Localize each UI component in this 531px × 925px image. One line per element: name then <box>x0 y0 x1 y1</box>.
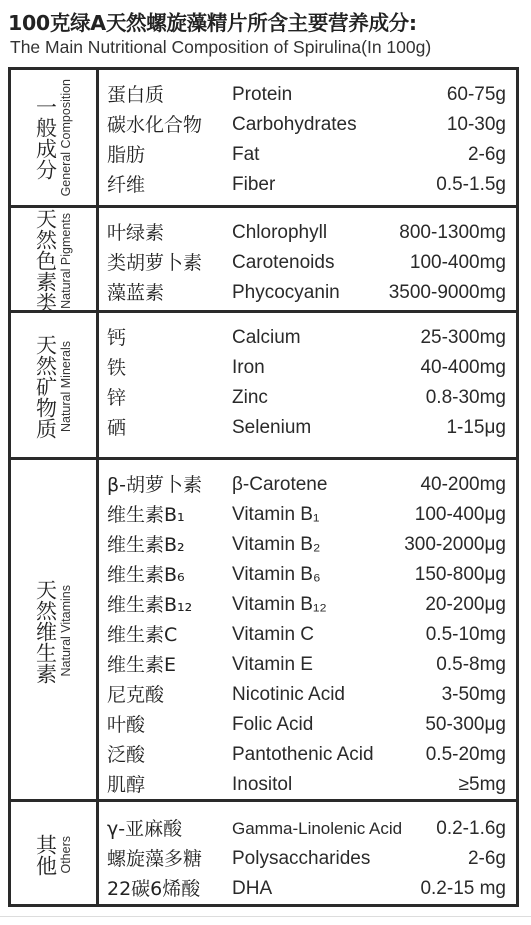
nutrient-row <box>99 383 516 413</box>
nutrient-name-zh: 钙 <box>107 327 127 349</box>
category-name-zh: 天然矿物质 <box>33 334 58 439</box>
nutrient-name-en: Vitamin B₆ <box>232 564 321 585</box>
nutrient-name-zh: 碳水化合物 <box>107 114 203 136</box>
section-2 <box>11 205 516 313</box>
footer-divider <box>0 916 531 917</box>
nutrient-name-zh: 铁 <box>107 357 127 379</box>
nutrient-row <box>99 323 516 353</box>
nutrient-amount: 0.2-1.6g <box>436 818 506 839</box>
nutrient-amount: 60-75g <box>446 84 506 105</box>
nutrient-name-zh: 22碳6烯酸 <box>107 878 201 900</box>
nutrient-name-en: Iron <box>232 357 265 378</box>
nutrient-name-zh: 维生素B₂ <box>107 534 185 556</box>
nutrient-row <box>99 530 516 560</box>
category-label <box>11 802 96 907</box>
nutrient-amount: 1-15μg <box>446 417 506 438</box>
nutrient-name-en: β-Carotene <box>232 474 328 495</box>
category-name-zh: 天然色素类 <box>33 208 58 313</box>
nutrient-name-zh: 肌醇 <box>107 774 146 796</box>
nutrient-name-zh: 泛酸 <box>107 744 146 766</box>
nutrient-amount: 100-400μg <box>414 504 506 525</box>
nutrient-row <box>99 500 516 530</box>
nutrient-amount: 20-200μg <box>425 594 506 615</box>
nutrient-name-en: DHA <box>232 878 273 899</box>
nutrient-row <box>99 560 516 590</box>
nutrient-name-zh: 蛋白质 <box>107 84 165 106</box>
nutrient-name-zh: 维生素B₆ <box>107 564 185 586</box>
nutrient-name-zh: 尼克酸 <box>107 684 165 706</box>
nutrient-amount: 40-200mg <box>420 474 506 495</box>
nutrient-row <box>99 248 516 278</box>
nutrient-amount: 100-400mg <box>409 252 506 273</box>
nutrient-name-en: Gamma-Linolenic Acid <box>232 819 403 838</box>
nutrient-row <box>99 590 516 620</box>
category-name-zh: 天然维生素 <box>33 578 58 684</box>
section-3 <box>11 310 516 460</box>
nutrient-name-en: Calcium <box>232 327 301 348</box>
category-label <box>11 70 96 205</box>
nutrient-name-en: Fat <box>232 144 260 165</box>
nutrient-amount: 300-2000μg <box>404 534 506 555</box>
nutrient-row <box>99 680 516 710</box>
nutrient-name-en: Phycocyanin <box>232 282 340 303</box>
nutrient-name-zh: 脂肪 <box>107 144 146 166</box>
nutrient-name-zh: 维生素E <box>107 654 177 676</box>
nutrient-row <box>99 710 516 740</box>
category-name-en: Others <box>58 835 73 874</box>
nutrient-name-zh: 螺旋藻多糖 <box>107 848 203 870</box>
page-title-zh: 100克绿A天然螺旋藻精片所含主要营养成分: <box>8 11 417 35</box>
nutrition-table <box>8 67 519 907</box>
nutrient-name-en: Carbohydrates <box>232 114 357 135</box>
nutrient-name-en: Selenium <box>232 417 312 438</box>
nutrient-amount: 150-800μg <box>414 564 506 585</box>
nutrient-name-en: Polysaccharides <box>232 848 371 869</box>
section-5 <box>11 799 516 907</box>
nutrient-amount: ≥5mg <box>458 774 506 795</box>
nutrient-name-en: Fiber <box>232 174 276 195</box>
nutrient-name-en: Carotenoids <box>232 252 335 273</box>
nutrient-amount: 0.5-20mg <box>425 744 506 765</box>
page-title-en: The Main Nutritional Composition of Spirulina(In 100g) <box>10 37 432 57</box>
category-name-en: General Composition <box>58 78 73 197</box>
nutrient-amount: 25-300mg <box>420 327 506 348</box>
nutrient-row <box>99 110 516 140</box>
nutrient-amount: 2-6g <box>467 144 506 165</box>
nutrient-row <box>99 278 516 308</box>
section-1 <box>11 70 516 205</box>
nutrient-name-en: Pantothenic Acid <box>232 744 374 765</box>
nutrient-amount: 3500-9000mg <box>388 282 506 303</box>
nutrient-amount: 50-300μg <box>425 714 506 735</box>
nutrient-name-zh: β-胡萝卜素 <box>107 474 202 496</box>
nutrient-name-zh: 锌 <box>107 387 127 409</box>
category-name-en: Natural Minerals <box>58 340 73 432</box>
nutrient-row <box>99 844 516 874</box>
nutrient-name-zh: 纤维 <box>107 174 146 196</box>
nutrient-name-zh: 藻蓝素 <box>107 282 165 304</box>
nutrient-row <box>99 770 516 800</box>
nutrient-name-zh: 维生素B₁ <box>107 504 185 526</box>
nutrient-amount: 10-30g <box>446 114 506 135</box>
nutrient-name-zh: 维生素B₁₂ <box>107 594 193 616</box>
nutrient-row <box>99 470 516 500</box>
nutrient-row <box>99 814 516 844</box>
nutrient-row <box>99 413 516 443</box>
category-label <box>11 460 96 802</box>
nutrient-row <box>99 80 516 110</box>
nutrient-name-en: Vitamin E <box>232 654 313 675</box>
nutrient-name-en: Inositol <box>232 774 293 795</box>
nutrient-row <box>99 218 516 248</box>
nutrient-amount: 2-6g <box>467 848 506 869</box>
nutrient-row <box>99 170 516 200</box>
nutrient-amount: 0.5-1.5g <box>436 174 506 195</box>
nutrient-amount: 3-50mg <box>441 684 506 705</box>
nutrient-row <box>99 874 516 904</box>
nutrient-name-en: Vitamin B₁₂ <box>232 594 327 615</box>
nutrient-name-en: Protein <box>232 84 293 105</box>
nutrient-name-en: Folic Acid <box>232 714 314 735</box>
nutrient-row <box>99 740 516 770</box>
category-name-en: Natural Vitamins <box>58 585 73 677</box>
category-name-zh: 一般成分 <box>33 95 58 180</box>
nutrient-name-en: Vitamin C <box>232 624 315 645</box>
nutrient-name-zh: 类胡萝卜素 <box>107 252 203 274</box>
nutrient-name-zh: 叶酸 <box>107 714 146 736</box>
nutrient-amount: 0.2-15 mg <box>420 878 506 899</box>
nutrient-row <box>99 650 516 680</box>
nutrient-amount: 0.8-30mg <box>425 387 506 408</box>
nutrient-name-zh: 维生素C <box>107 624 178 646</box>
nutrient-amount: 0.5-8mg <box>436 654 506 675</box>
nutrient-name-zh: γ-亚麻酸 <box>107 818 183 840</box>
nutrient-name-zh: 叶绿素 <box>107 222 165 244</box>
category-name-en: Natural Pigments <box>58 212 73 309</box>
nutrient-name-en: Vitamin B₁ <box>232 504 320 525</box>
nutrient-amount: 40-400mg <box>420 357 506 378</box>
nutrient-amount: 0.5-10mg <box>425 624 506 645</box>
nutrient-row <box>99 353 516 383</box>
nutrient-name-en: Nicotinic Acid <box>232 684 345 705</box>
nutrient-name-zh: 硒 <box>107 417 127 439</box>
category-label <box>11 208 96 313</box>
nutrient-name-en: Chlorophyll <box>232 222 328 243</box>
nutrient-name-en: Zinc <box>232 387 268 408</box>
nutrient-row <box>99 620 516 650</box>
section-4 <box>11 457 516 802</box>
nutrient-name-en: Vitamin B₂ <box>232 534 321 555</box>
category-name-zh: 其他 <box>33 833 58 876</box>
nutrient-amount: 800-1300mg <box>399 222 506 243</box>
nutrient-row <box>99 140 516 170</box>
category-label <box>11 313 96 460</box>
